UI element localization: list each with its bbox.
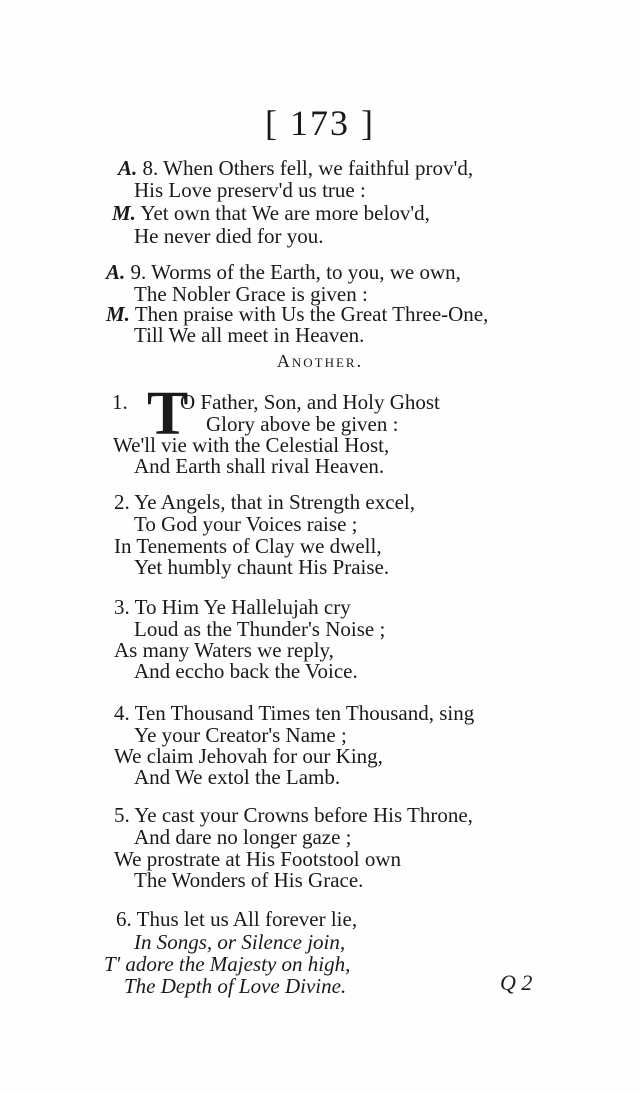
verse-text: Glory above be given : xyxy=(206,412,399,436)
catchword: Q 2 xyxy=(500,970,533,995)
verse-text: We claim Jehovah for our King, xyxy=(114,744,383,768)
verse-text: And dare no longer gaze ; xyxy=(134,825,352,849)
verse-text: 4. Ten Thousand Times ten Thousand, sing xyxy=(114,701,475,725)
verse-text: The Nobler Grace is given : xyxy=(134,282,368,306)
speaker-label: M. xyxy=(112,201,136,225)
verse-text: And eccho back the Voice. xyxy=(134,659,358,683)
verse-text: In Songs, or Silence join, xyxy=(134,930,346,954)
stanza-number: 1. xyxy=(112,390,128,414)
verse-text: T' adore the Majesty on high, xyxy=(104,952,351,976)
section-heading: Another. xyxy=(276,351,364,371)
verse-text: Ye your Creator's Name ; xyxy=(134,723,347,747)
verse-text: In Tenements of Clay we dwell, xyxy=(114,534,382,558)
verse-line xyxy=(134,226,324,247)
verse-text: 6. Thus let us All forever lie, xyxy=(116,907,358,931)
verse-line xyxy=(134,325,364,346)
speaker-label: A. xyxy=(106,260,126,284)
verse-text: Yet humbly chaunt His Praise. xyxy=(134,555,390,579)
verse-line xyxy=(106,262,461,283)
verse-text: To God your Voices raise ; xyxy=(134,512,358,536)
verse-text: As many Waters we reply, xyxy=(114,638,334,662)
drop-cap: T xyxy=(147,380,189,448)
verse-text: And We extol the Lamb. xyxy=(134,765,341,789)
verse-text: Loud as the Thunder's Noise ; xyxy=(134,617,386,641)
page-number: [ 173 ] xyxy=(265,103,375,143)
verse-text: 5. Ye cast your Crowns before His Throne, xyxy=(114,803,473,827)
verse-text: 8. When Others fell, we faithful prov'd, xyxy=(142,156,474,180)
verse-text: We prostrate at His Footstool own xyxy=(114,847,402,871)
verse-text: He never died for you. xyxy=(134,224,324,248)
verse-text: O Father, Son, and Holy Ghost xyxy=(180,390,440,414)
speaker-label: M. xyxy=(106,302,130,326)
verse-text: 2. Ye Angels, that in Strength excel, xyxy=(114,490,415,514)
speaker-label: A. xyxy=(118,156,138,180)
verse-text: We'll vie with the Celestial Host, xyxy=(113,433,390,457)
verse-text: 3. To Him Ye Hallelujah cry xyxy=(114,595,351,619)
verse-text: Then praise with Us the Great Three-One, xyxy=(134,302,489,326)
verse-text: And Earth shall rival Heaven. xyxy=(134,454,385,478)
verse-text: Till We all meet in Heaven. xyxy=(134,323,365,347)
verse-text: Yet own that We are more belov'd, xyxy=(140,201,430,225)
verse-text: His Love preserv'd us true : xyxy=(134,178,366,202)
verse-text: The Wonders of His Grace. xyxy=(134,868,364,892)
verse-line xyxy=(134,180,366,201)
verse-line xyxy=(106,304,488,325)
verse-text: 9. Worms of the Earth, to you, we own, xyxy=(130,260,461,284)
verse-line xyxy=(112,203,430,224)
verse-text: The Depth of Love Divine. xyxy=(124,974,347,998)
verse-line xyxy=(118,158,473,179)
